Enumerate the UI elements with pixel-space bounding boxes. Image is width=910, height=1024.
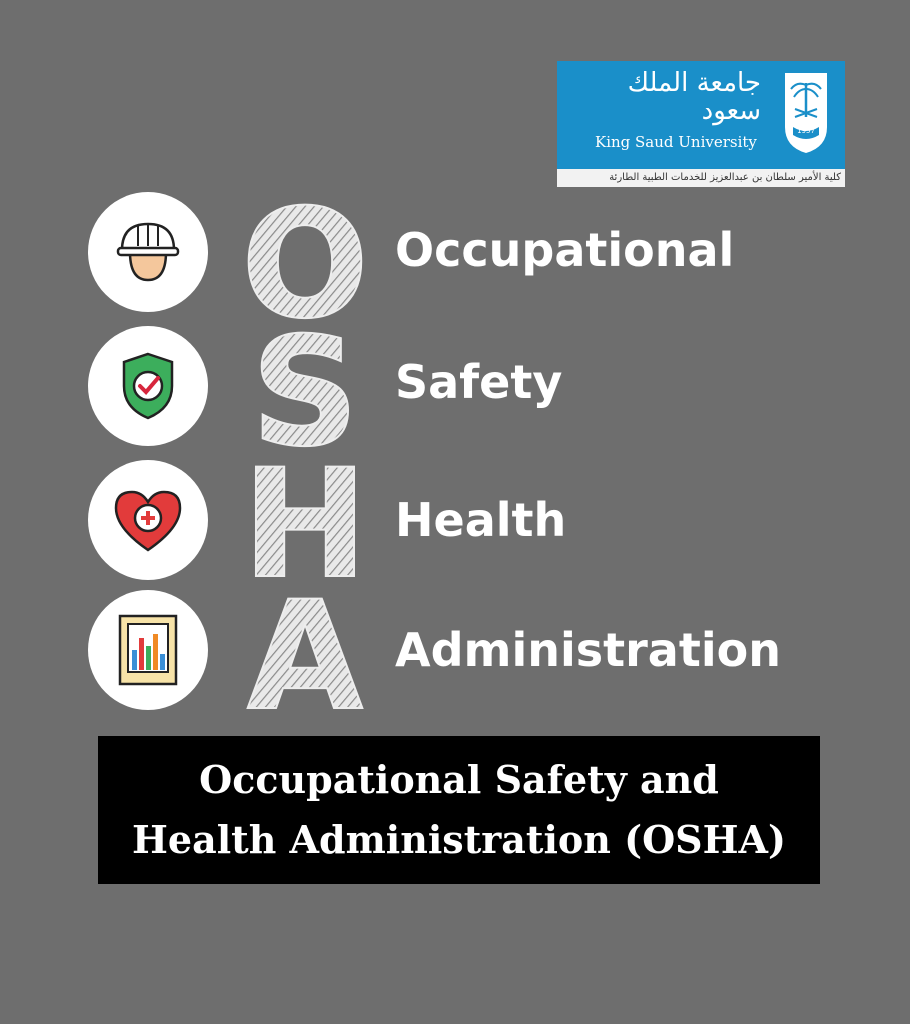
bar-chart-document-icon (88, 590, 208, 710)
letter-a-graphic (240, 584, 370, 714)
king-saud-university-logo (557, 61, 845, 187)
word-health: Health (395, 493, 567, 547)
caption-line-2: Health Administration (OSHA) (132, 817, 786, 862)
word-occupational: Occupational (395, 223, 735, 277)
svg-text:S: S (250, 322, 360, 452)
svg-text:O: O (241, 196, 369, 326)
heart-medical-icon (88, 460, 208, 580)
shield-check-icon (88, 326, 208, 446)
college-name-strip: كلية الأمير سلطان بن عبدالعزيز للخدمات الطبية الطارئة (557, 169, 845, 187)
svg-text:H: H (242, 452, 368, 582)
letter-o-graphic (240, 196, 370, 326)
svg-text:A: A (246, 584, 364, 714)
letter-h-graphic (240, 452, 370, 582)
logo-arabic-name: جامعة الملك سعود (627, 68, 761, 126)
palm-emblem-icon (777, 69, 835, 155)
caption-box (98, 736, 820, 884)
caption-line-1: Occupational Safety and (199, 757, 719, 802)
logo-english-name: King Saud University (595, 133, 757, 151)
hard-hat-worker-icon (88, 192, 208, 312)
letter-s-graphic (240, 322, 370, 452)
word-administration: Administration (395, 623, 781, 677)
word-safety: Safety (395, 355, 563, 409)
emblem-year: 1957 (797, 127, 815, 135)
